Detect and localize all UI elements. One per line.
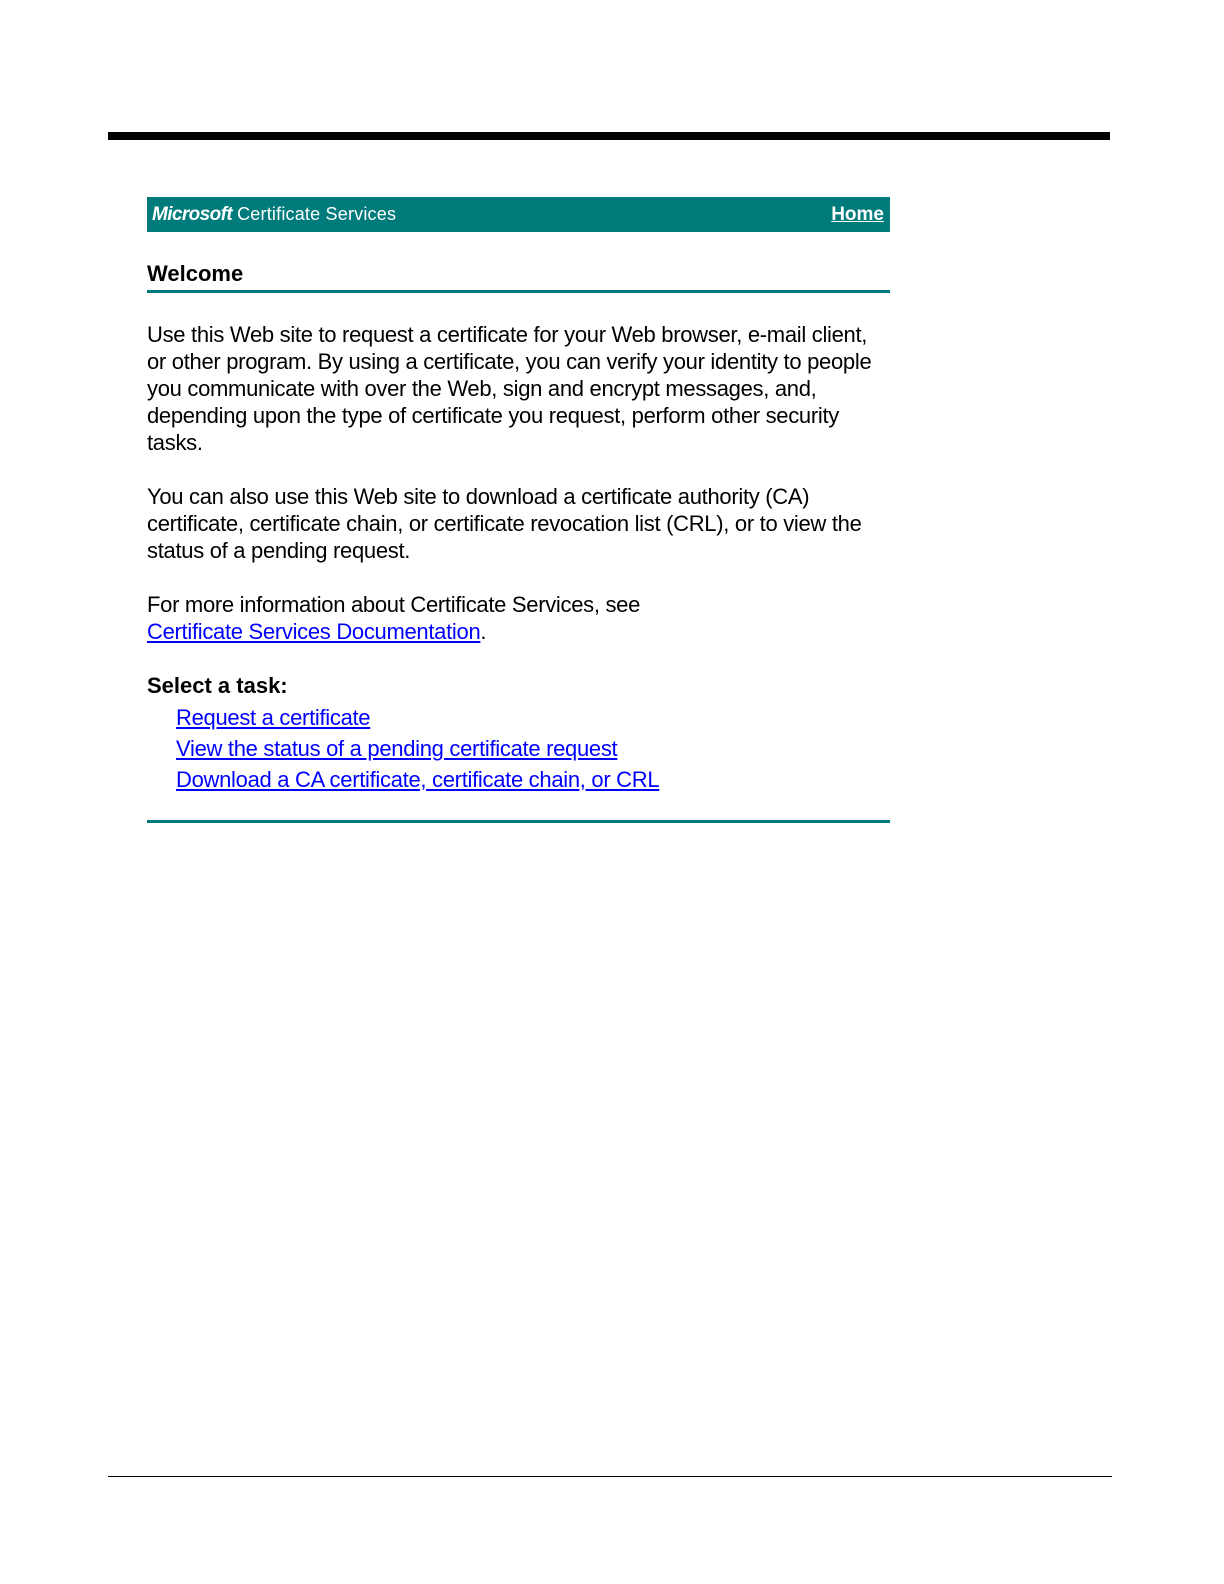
view-pending-request-link[interactable]: View the status of a pending certificate request — [176, 736, 618, 761]
more-info-text: For more information about Certificate Services, see — [147, 592, 641, 617]
task-list — [147, 702, 890, 795]
home-link[interactable]: Home — [831, 203, 884, 225]
task-item — [176, 764, 890, 795]
download-paragraph: You can also use this Web site to download a certificate authority (CA) certificate, certificate chain, or certificate revocation list (CRL), or to view the status of a pending request. — [147, 484, 862, 563]
task-item — [176, 702, 890, 733]
task-item — [176, 733, 890, 764]
product-name: Certificate Services — [237, 203, 397, 224]
documentation-link[interactable]: Certificate Services Documentation — [147, 619, 481, 644]
certificate-services-page — [147, 197, 890, 823]
more-info-period: . — [480, 619, 487, 644]
header-banner — [147, 197, 890, 232]
page-title: Welcome — [147, 261, 890, 293]
brand-title — [152, 204, 396, 226]
content-end-divider — [147, 820, 890, 823]
page-bottom-rule — [108, 1476, 1112, 1477]
microsoft-logo-text: Microsoft — [152, 203, 233, 225]
download-ca-certificate-link[interactable]: Download a CA certificate, certificate chain, or CRL — [176, 767, 660, 792]
task-heading: Select a task: — [147, 673, 288, 698]
intro-paragraph: Use this Web site to request a certificate for your Web browser, e-mail client, or other program. By using a certificate, you can verify your identity to people you communicate with over the Web, sign and encrypt messages, and, depending upon the type of certificate you request, perform other security tasks. — [147, 322, 872, 455]
page-top-rule — [108, 132, 1110, 140]
more-info-paragraph — [147, 591, 890, 645]
request-certificate-link[interactable]: Request a certificate — [176, 705, 371, 730]
